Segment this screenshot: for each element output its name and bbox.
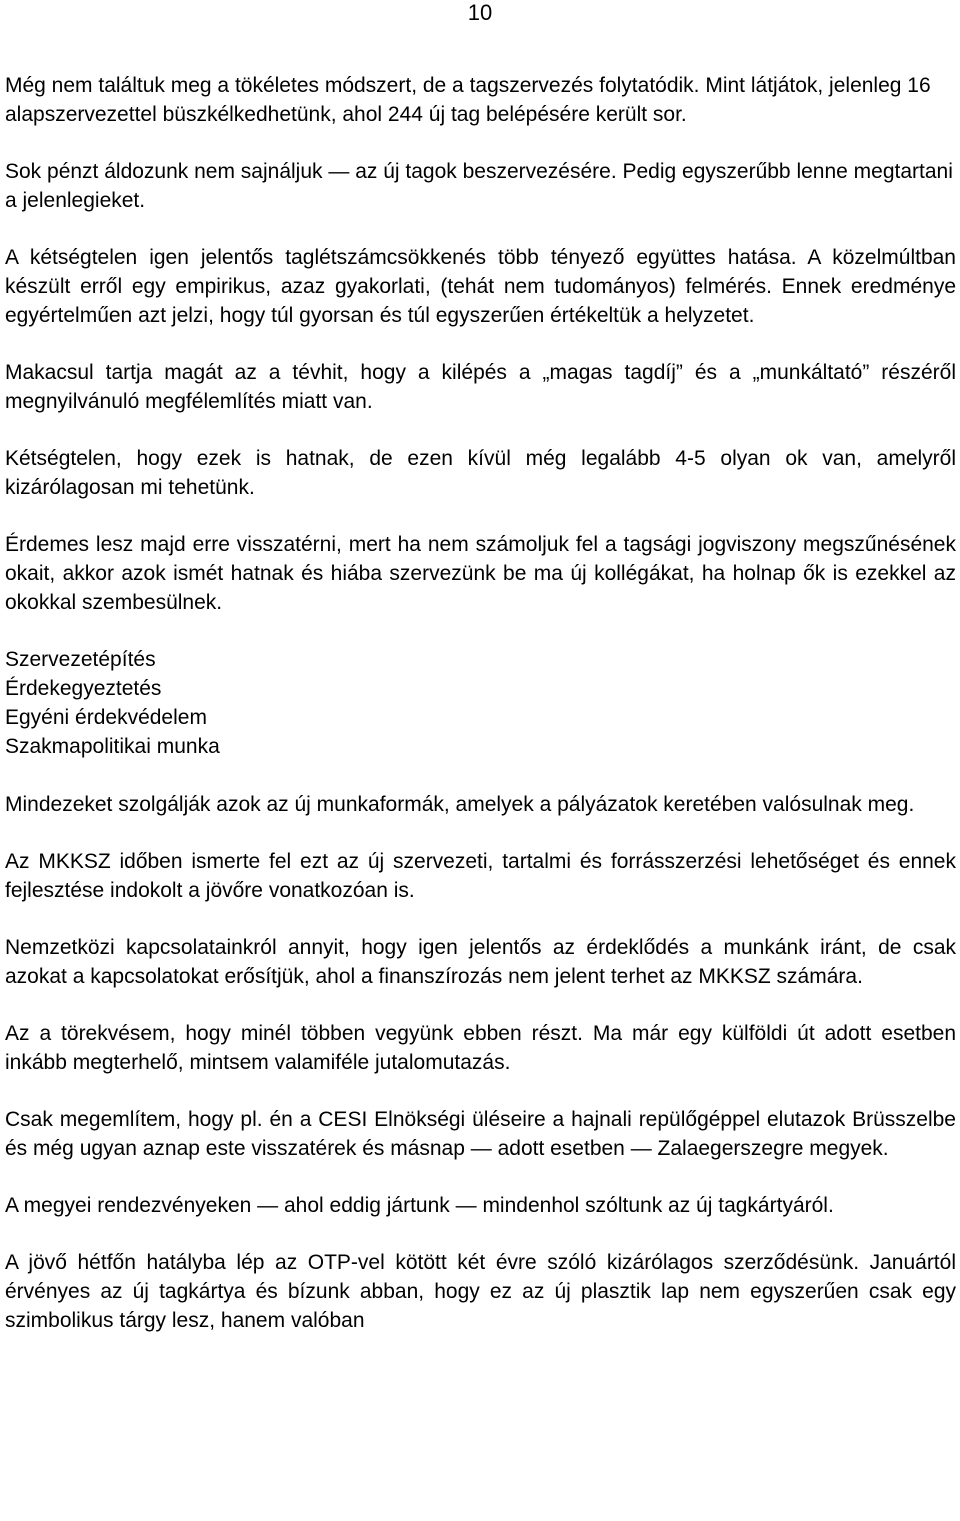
paragraph-mkksz-idoben: Az MKKSZ időben ismerte fel ezt az új szervezeti, tartalmi és forrásszerzési lehetőséget és ennek fejlesztése indokolt a jövőre vonatkozóan is. [5, 850, 956, 902]
list-item-egyeni-erdekvedelem: Egyéni érdekvédelem [5, 706, 207, 729]
document-body [5, 71, 956, 1363]
paragraph-torekves: Az a törekvésem, hogy minél többen vegyünk ebben részt. Ma már egy külföldi út adott esetben inkább megterhelő, mintsem valamiféle jutalomutazás. [5, 1022, 956, 1074]
paragraph-erdemes: Érdemes lesz majd erre visszatérni, mert ha nem számoljuk fel a tagsági jogviszony megszűnésének okait, akkor azok ismét hatnak és hiába szervezünk be ma új kollégákat, ha holnap ők is ezekkel az okokkal szembesülnek. [5, 533, 956, 614]
list-item-szervezetepites: Szervezetépítés [5, 648, 156, 671]
paragraph-otp: A jövő hétfőn hatályba lép az OTP-vel kötött két évre szóló kizárólagos szerződésünk. Januártól érvényes az új tagkártya és bízunk abban, hogy ez az új plasztik lap nem egyszerűen csak egy szimbolikus tárgy lesz, hanem valóban [5, 1251, 956, 1332]
paragraph-nemzetkozi: Nemzetközi kapcsolatainkról annyit, hogy igen jelentős az érdeklődés a munkánk iránt, de csak azokat a kapcsolatokat erősítjük, ahol a finanszírozás nem jelent terhet az MKKSZ számára. [5, 936, 956, 988]
paragraph-ketsegtelen: Kétségtelen, hogy ezek is hatnak, de ezen kívül még legalább 4-5 olyan ok van, amelyről kizárólagosan mi tehetünk. [5, 447, 956, 499]
page-number: 10 [467, 0, 493, 25]
paragraph-tagszervezes: Még nem találtuk meg a tökéletes módszert, de a tagszervezés folytatódik. Mint látjátok, jelenleg 16 alapszervezettel büszkélkedhetünk, ahol 244 új tag belépésére került sor. [5, 74, 931, 126]
paragraph-tevhit: Makacsul tartja magát az a tévhit, hogy a kilépés a „magas tagdíj” és a „munkáltató” részéről megnyilvánuló megfélemlítés miatt van. [5, 361, 956, 413]
paragraph-letszamcsokkenes: A kétségtelen igen jelentős taglétszámcsökkenés több tényező együttes hatása. A közelmúltban készült erről egy empirikus, azaz gyakorlati, (tehát nem tudományos) felmérés. Ennek eredménye egyértelműen azt jelzi, hogy túl gyorsan és túl egyszerűen értékeltük a helyzetet. [5, 246, 956, 327]
paragraph-megyei: A megyei rendezvényeken — ahol eddig jártunk — mindenhol szóltunk az új tagkártyáról. [5, 1194, 834, 1217]
list-item-szakmapolitika: Szakmapolitikai munka [5, 735, 220, 758]
paragraph-cesi: Csak megemlítem, hogy pl. én a CESI Elnökségi üléseire a hajnali repülőgéppel elutazok Brüsszelbe és még ugyan aznap este visszatérek és másnap — adott esetben — Zalaegerszegre megyek. [5, 1108, 956, 1160]
list-item-erdekegyeztetes: Érdekegyeztetés [5, 677, 162, 700]
paragraph-penz-aldozunk: Sok pénzt áldozunk nem sajnáljuk — az új tagok beszervezésére. Pedig egyszerűbb lenne megtartani a jelenlegieket. [5, 160, 953, 212]
paragraph-munkaformak: Mindezeket szolgálják azok az új munkaformák, amelyek a pályázatok keretében valósulnak meg. [5, 793, 915, 816]
